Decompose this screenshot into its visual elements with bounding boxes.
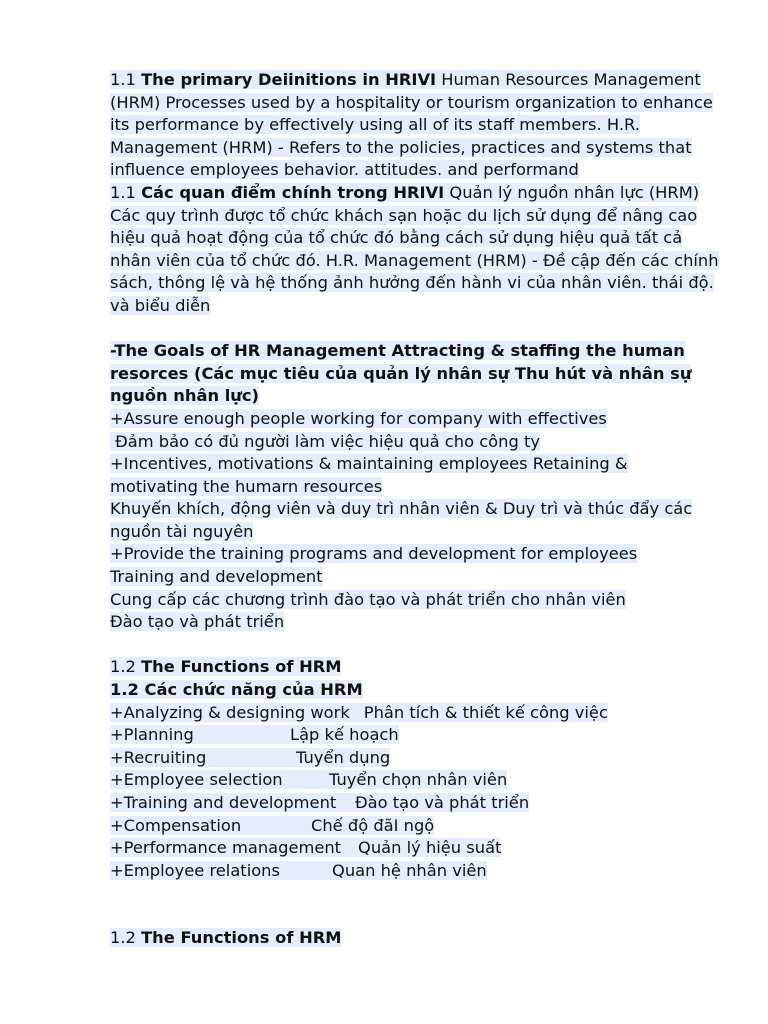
function-item: +Training and development Đào tạo và phát triển — [110, 793, 530, 812]
blank-line — [110, 634, 720, 657]
section-number: 1.2 — [110, 657, 142, 677]
section-heading: The Functions of HRM — [141, 657, 342, 677]
section-heading: 1.2 Các chức năng của HRM — [110, 680, 363, 700]
goals-line: Cung cấp các chương trình đào tạo và phát triển cho nhân viên — [110, 589, 626, 609]
document-page — [110, 69, 720, 950]
blank-line — [110, 318, 720, 341]
functions-heading-vi — [110, 679, 720, 702]
function-item: +Employee selection Tuyển chọn nhân viên — [110, 770, 508, 790]
function-item: +Employee relations Quan hệ nhân viên — [110, 860, 487, 880]
definitions-text-en: Human Resources Management (HRM) Processes used by a hospitality or tourism organization to enhance its performance by effectively using all of its staff members. H.R. Management (HRM) - Refers to the policies, practices and systems that influence employees behavior. attitudes. and performand — [110, 70, 713, 180]
goals-list — [110, 408, 720, 634]
definitions-paragraph-vi — [110, 182, 720, 318]
function-item: +Analyzing & designing work Phân tích & thiết kế công việc — [110, 702, 608, 722]
section-number: 1.1 — [110, 70, 142, 89]
goals-line: Training and development — [110, 567, 323, 587]
section-heading: The Functions of HRM — [141, 928, 342, 948]
function-item: +Performance management Quản lý hiệu suất — [110, 838, 502, 858]
function-item: +Planning Lập kế hoạch — [110, 725, 399, 745]
function-item: +Recruiting Tuyển dụng — [110, 747, 391, 767]
goals-line: Khuyến khích, động viên và duy trì nhân viên & Duy trì và thúc đẩy các nguồn tài nguyên — [110, 499, 693, 541]
section-number: 1.2 — [110, 928, 142, 948]
function-item: +Compensation Chế độ đãI ngộ — [110, 815, 435, 835]
blank-line — [110, 882, 720, 927]
functions-list — [110, 702, 720, 883]
functions-heading-en — [110, 656, 720, 679]
goals-heading — [110, 340, 720, 408]
definitions-paragraph-en — [110, 69, 720, 182]
goals-line: +Provide the training programs and development for employees — [110, 544, 638, 564]
goals-heading-text: -The Goals of HR Management Attracting & staffing the human resorces (Các mục tiêu của quản lý nhân sự Thu hút và nhân sự nguồn nhân lực) — [110, 341, 692, 406]
section-heading: Các quan điểm chính trong HRIVI — [141, 182, 445, 202]
goals-line: +Incentives, motivations & maintaining employees Retaining & motivating the humarn resources — [110, 454, 628, 496]
section-number: 1.1 — [110, 182, 142, 202]
goals-line: Đào tạo và phát triển — [110, 612, 285, 632]
goals-line: +Assure enough people working for company with effectives — [110, 408, 607, 428]
goals-line: Đảm bảo có đủ người làm việc hiệu quả cho công ty — [110, 431, 540, 451]
functions-heading-repeat — [110, 927, 720, 950]
definitions-text-vi: Quản lý nguồn nhân lực (HRM) Các quy trình được tổ chức khách sạn hoặc du lịch sử dụng để nâng cao hiệu quả hoạt động của tổ chức đó bằng cách sử dụng hiệu quả tất cả nhân viên của tổ chức đó. H.R. Management (HRM) - Đề cập đến các chính sách, thông lệ và hệ thống ảnh hưởng đến hành vi của nhân viên. thái độ. và biểu diễn — [110, 182, 719, 315]
section-heading: The primary Deiinitions in HRIVI — [141, 70, 437, 89]
